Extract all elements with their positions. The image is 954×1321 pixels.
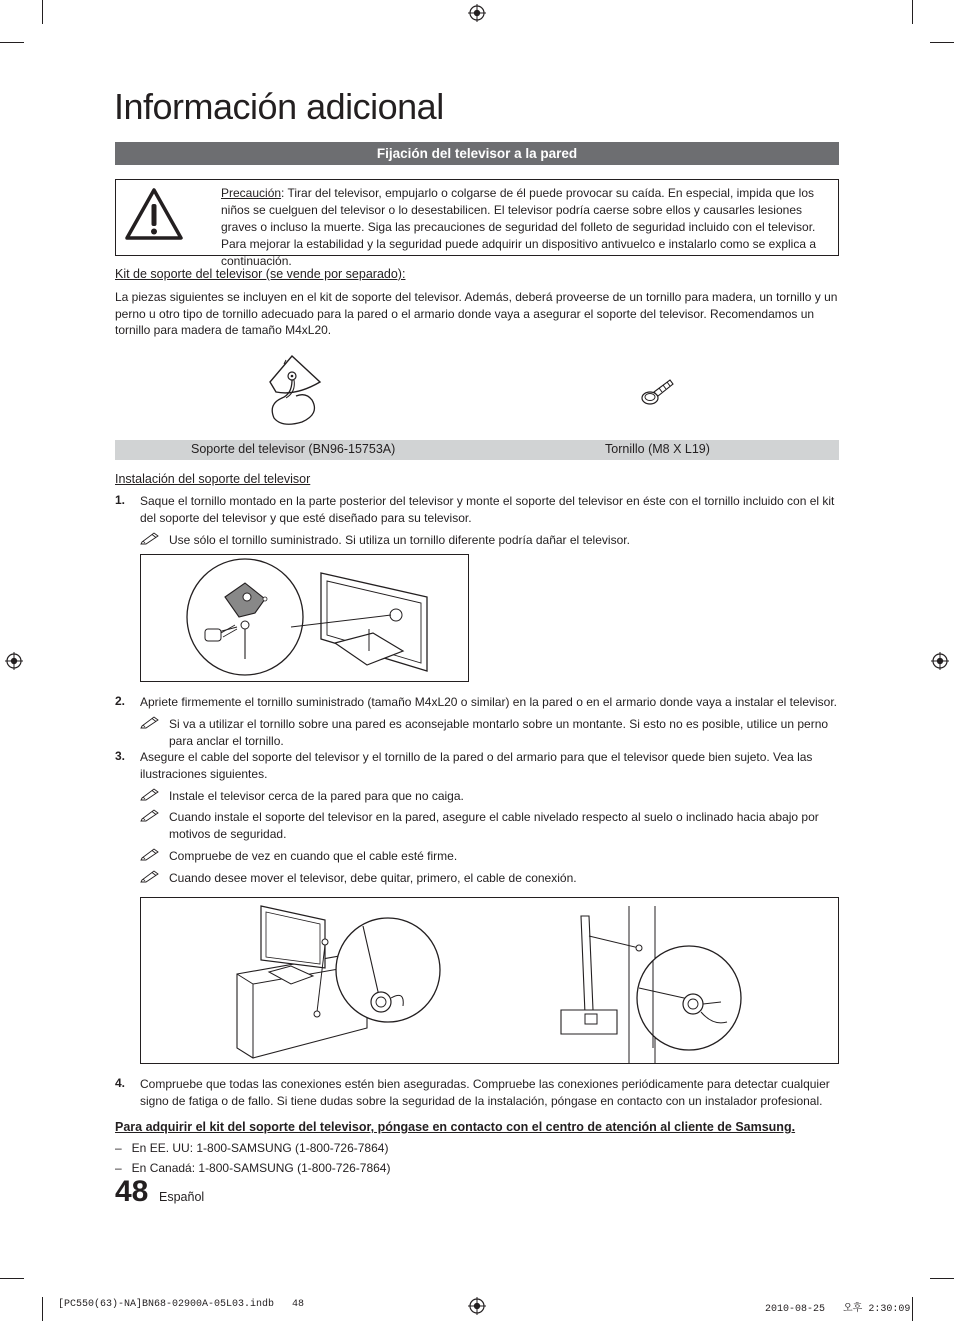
crop-mark [42,0,43,24]
kit-heading: Kit de soporte del televisor (se vende por separado): [115,267,406,281]
step-number: 2. [115,694,126,708]
footer-file-info: [PC550(63)-NA]BN68-02900A-05L03.indb 48 [58,1299,305,1310]
page-language: Español [159,1190,205,1204]
step-number: 1. [115,493,126,507]
caution-box [115,179,839,268]
step-number: 4. [115,1076,126,1090]
note-pencil-icon [140,847,160,861]
crop-mark [930,1278,954,1279]
step-text: Asegure el cable del soporte del televisor y el tornillo de la pared o del armario para que el televisor quede bien sujeto. Vea las ilustraciones siguientes. [140,750,813,781]
figure-cable-secure [140,897,839,1064]
note-text: Instale el televisor cerca de la pared para que no caiga. [169,789,464,803]
section-heading: Fijación del televisor a la pared [115,142,839,165]
note-text: Compruebe de vez en cuando que el cable esté firme. [169,849,458,863]
footer-date: 2010-08-25 오후 2:30:09 [765,1304,911,1315]
crop-mark [42,1297,43,1321]
figure-bracket-install [140,554,469,682]
registration-mark-icon [5,652,23,670]
note-pencil-icon [140,787,160,801]
screw-icon [638,376,676,408]
note-pencil-icon [140,808,160,822]
note-text: Cuando desee mover el televisor, debe quitar, primero, el cable de conexión. [169,871,577,885]
caption-screw: Tornillo (M8 X L19) [605,442,710,456]
registration-mark-icon [468,1297,486,1315]
cable-secure-illustration [141,898,838,1063]
contact-item: – En Canadá: 1-800-SAMSUNG (1-800-726-7864) [115,1161,391,1175]
caution-label: Precaución [221,186,282,200]
crop-mark [0,42,24,43]
crop-mark [912,1297,913,1321]
install-heading: Instalación del soporte del televisor [115,472,311,486]
crop-mark [0,1278,24,1279]
crop-mark [912,0,913,24]
caution-body: : Tirar del televisor, empujarlo o colgarse de él puede provocar su caída. En especial, impida que los niños se cuelguen del televisor o lo desestabilicen. El televisor podría caerse sobre ellos y causarles lesiones graves o incluso la muerte. Siga las precauciones de seguridad del folleto de seguridad incluido con el televisor. Para mejorar la estabilidad y la seguridad puede adquirir un dispositivo antivuelco e instalarlo como se explica a continuación. [221,186,817,268]
step-text: Apriete firmemente el tornillo suministrado (tamaño M4xL20 o similar) en la pared o en el armario donde vaya a instalar el televisor. [140,695,838,709]
note-pencil-icon [140,715,160,729]
kit-caption-row [115,440,839,460]
registration-mark-icon [468,4,486,22]
kit-text: La piezas siguientes se incluyen en el kit de soporte del televisor. Además, deberá proveerse de un tornillo para madera, un tornillo y un perno u otro tipo de tornillo adecuado para la pared o el armario donde vaya a asegurar el soporte del televisor. Recomendamos un tornillo para madera de tamaño M4xL20. [115,290,838,337]
step-text: Saque el tornillo montado en la parte posterior del televisor y monte el soporte del televisor en éste con el tornillo incluido con el kit del soporte del televisor y que esté diseñado para su televisor. [140,494,835,525]
contact-item: – En EE. UU: 1-800-SAMSUNG (1-800-726-7864) [115,1141,389,1155]
warning-triangle-icon [123,186,185,244]
registration-mark-icon [931,652,949,670]
note-pencil-icon [140,531,160,545]
note-text: Si va a utilizar el tornillo sobre una pared es aconsejable montarlo sobre un montante. Si esto no es posible, utilice un perno para anclar el tornillo. [169,717,829,748]
caption-tv-holder: Soporte del televisor (BN96-15753A) [191,442,396,456]
step-text: Compruebe que todas las conexiones estén bien aseguradas. Compruebe las conexiones periódicamente para detectar cualquier signo de fatiga o de fallo. Si tiene dudas sobre la seguridad de la instalación, póngase en contacto con un instalador profesional. [140,1077,830,1108]
note-pencil-icon [140,869,160,883]
step-number: 3. [115,749,126,763]
note-text: Cuando instale el soporte del televisor en la pared, asegure el cable nivelado respecto al suelo o inclinado hacia abajo por motivos de seguridad. [169,810,819,841]
contact-heading: Para adquirir el kit del soporte del televisor, póngase en contacto con el centro de atención al cliente de Samsung. [115,1120,796,1134]
crop-mark [930,42,954,43]
bracket-install-illustration [141,555,468,681]
tv-holder-icon [262,352,330,430]
note-text: Use sólo el tornillo suministrado. Si utiliza un tornillo diferente podría dañar el televisor. [169,533,630,547]
page-title: Información adicional [114,86,444,127]
page-number: 48 [115,1175,149,1208]
caution-text [221,185,831,270]
